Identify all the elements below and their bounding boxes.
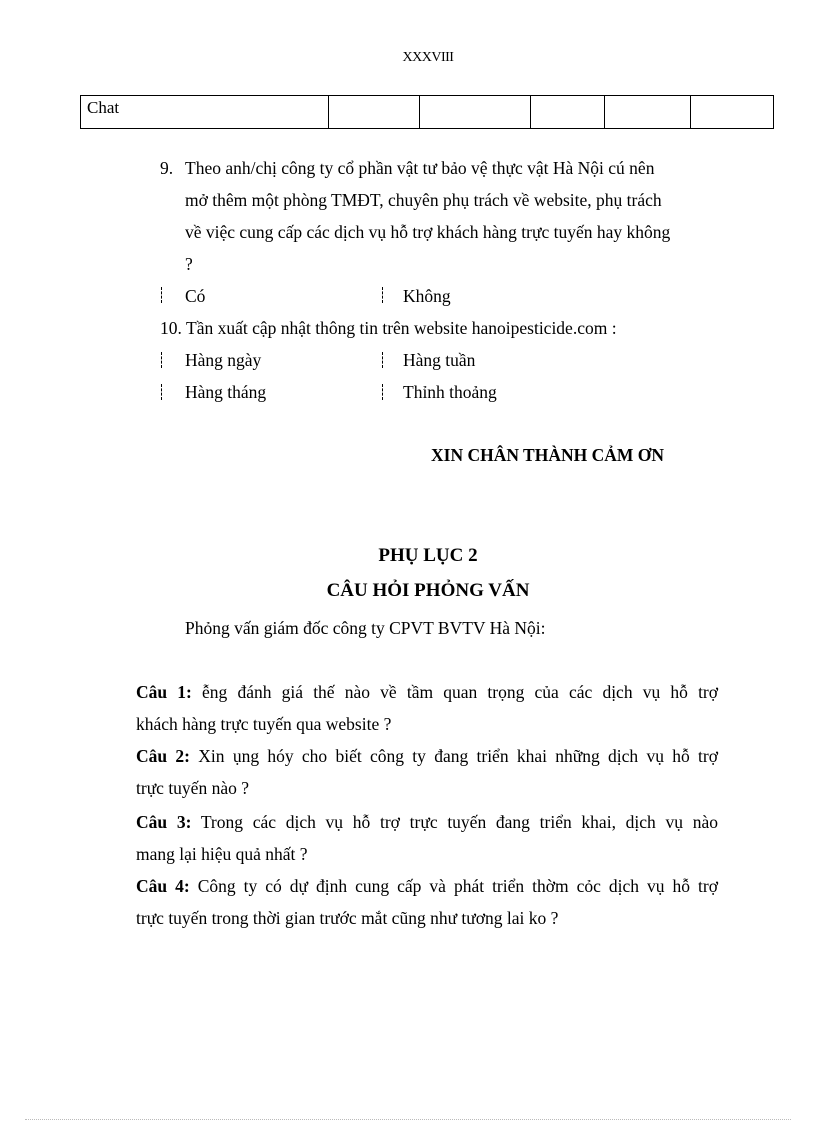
question-text: Tần xuất cập nhật thông tin trên website hanoipesticide.com : [186,318,617,338]
table-cell [531,96,605,129]
checkbox-marker[interactable] [382,352,383,368]
page-bottom-divider [25,1119,791,1120]
checkbox-marker[interactable] [382,384,383,400]
checkbox-marker[interactable] [161,352,162,368]
question-number: 10. [160,318,182,338]
question-text-line: mang lại hiệu quả nhất ? [136,844,308,864]
page-number: XXXVIII [402,50,454,65]
question-text-line: Câu 2: Xin ụng hóy cho biết công ty đang triển khai những dịch vụ hỗ trợ [136,746,718,766]
appendix-subtitle: CÂU HỎI PHỎNG VẤN [326,580,530,601]
checkbox-marker[interactable] [382,287,383,303]
survey-table [80,95,774,129]
interview-intro: Phỏng vấn giám đốc công ty CPVT BVTV Hà Nội: [185,618,546,638]
table-cell [605,96,691,129]
table-cell [691,96,774,129]
table-row [81,96,774,129]
option-label: Hàng ngày [185,350,262,370]
question-number: 9. [160,158,174,178]
question-label: Câu 4: [136,876,190,896]
question-text-line: Theo anh/chị công ty cổ phần vật tư bảo vệ thực vật Hà Nội cú nên [185,158,655,178]
question-text-line: ? [185,254,193,274]
question-text-line: Câu 4: Công ty có dự định cung cấp và phát triển thờm cỏc dịch vụ hỗ trợ [136,876,718,896]
question-text-line: trực tuyến nào ? [136,778,249,798]
checkbox-marker[interactable] [161,384,162,400]
option-label: Không [403,286,451,306]
question-text-line: mở thêm một phòng TMĐT, chuyên phụ trách về website, phụ trách [185,190,662,210]
question-text-line: khách hàng trực tuyến qua website ? [136,714,392,734]
question-label: Câu 3: [136,812,192,832]
option-label: Có [185,286,206,306]
question-text-line: về việc cung cấp các dịch vụ hỗ trợ khách hàng trực tuyến hay không [185,222,671,242]
thank-you-note: XIN CHÂN THÀNH CẢM ƠN [431,445,665,465]
question-label: Câu 2: [136,746,190,766]
question-text-line: Câu 1: ễng đánh giá thế nào về tầm quan trọng của các dịch vụ hỗ trợ [136,682,719,702]
checkbox-marker[interactable] [161,287,162,303]
question-label: Câu 1: [136,682,192,702]
table-row-label: Chat [81,96,329,129]
question-text-line: trực tuyến trong thời gian trước mắt cũng như tương lai ko ? [136,908,559,928]
table-cell [329,96,420,129]
option-label: Thỉnh thoảng [403,382,497,402]
option-label: Hàng tháng [185,382,267,402]
table-cell [420,96,531,129]
appendix-title: PHỤ LỤC 2 [378,545,478,566]
option-label: Hàng tuần [403,350,476,370]
question-text-line: Câu 3: Trong các dịch vụ hỗ trợ trực tuyến đang triển khai, dịch vụ nào [136,812,718,832]
